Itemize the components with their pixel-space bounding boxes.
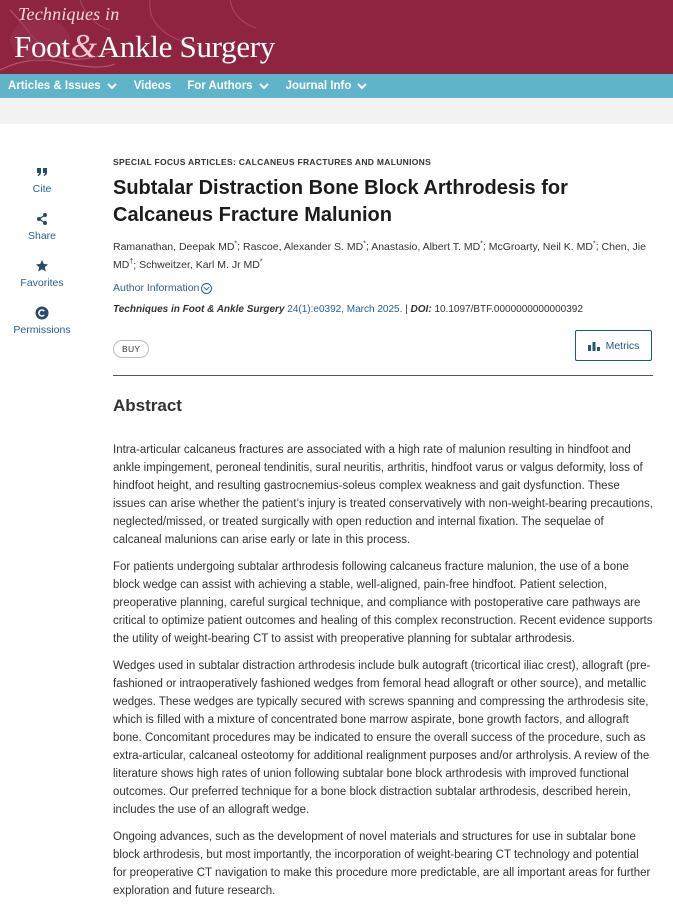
- chevron-down-icon: [201, 283, 212, 294]
- permissions-button[interactable]: [0, 306, 84, 336]
- abstract-paragraph: Intra-articular calcaneus fractures are associated with a high rate of malunion resulting in hindfoot and ankle impingement, peroneal tendinitis, sural neuritis, arthritis, hindfoot varus or valgus deformity, loss of hindfoot height, and resulting gastrocnemius-soleus complex weakness and gait dysfunction. These issues can arise whether the patient’s injury is treated conservatively with non-weight-bearing precautions, neglected/missed, or treated surgically with open reduction and internal fixation. The sequelae of calcaneal malunions can arise early or late in this process.: [113, 444, 653, 546]
- share-label: Share: [27, 230, 57, 242]
- abstract-paragraph: Wedges used in subtalar distraction arthrodesis include bulk autograft (tricortical iliac crest), allograft (pre-fashioned or intraoperatively fashioned wedges from femoral head allograft or other source), and metallic wedges. These wedges are typically secured with screws spanning and compressing the arthrodesis site, which is filled with a mixture of concentrated bone marrow aspirate, bone growth factors, and allograft bone. Concomitant procedures may be indicated to ensure the overall success of the procedure, such as extra-articular, calcaneal osteotomy for additional realignment purposes and/or arthrolysis. A review of the literature shows high rates of union following subtalar bone block arthrodesis with improved functional outcomes. Our preferred technique for a bone block distraction subtalar arthrodesis, described herein, includes the use of an allograft wedge.: [113, 660, 651, 816]
- author-separator: ;: [595, 240, 602, 253]
- author-name[interactable]: Chen, Jie MD†: [113, 240, 646, 271]
- journal-masthead[interactable]: [0, 0, 673, 74]
- star-icon: [35, 259, 49, 273]
- abstract-heading: Abstract: [113, 396, 182, 415]
- metrics-label: Metrics: [605, 339, 640, 352]
- metrics-button[interactable]: [575, 330, 652, 361]
- chevron-down-icon: [258, 80, 270, 92]
- quote-icon: [35, 165, 49, 179]
- buy-button[interactable]: BUY: [113, 340, 149, 358]
- author-information-toggle[interactable]: [113, 282, 653, 294]
- divider: [113, 375, 653, 376]
- author-affiliation-mark: †: [129, 258, 134, 266]
- nav-videos[interactable]: [134, 80, 172, 92]
- author-separator: ;: [482, 240, 489, 253]
- abstract-paragraph: For patients undergoing subtalar arthrodesis following calcaneus fracture malunion, the use of a bone block wedge can assist with achieving a stable, well-aligned, pain-free hindfoot. Patient selection, preoperative planning, careful surgical technique, and compliance with postoperative care pathways are critical to optimize patient outcomes and healing of this complex reconstruction. Recent evidence supports the utility of weight-bearing CT to assist with preoperative planning for subtalar arthrodesis.: [113, 561, 653, 645]
- nav-journal-info[interactable]: [286, 80, 369, 92]
- nav-label: For Authors: [187, 80, 253, 92]
- nav-label: Journal Info: [285, 80, 352, 92]
- author-name[interactable]: Anastasio, Albert T. MD*: [371, 240, 483, 253]
- nav-label: Videos: [133, 80, 172, 92]
- author-affiliation-mark: *: [480, 240, 483, 247]
- author-name[interactable]: Ramanathan, Deepak MD*: [113, 240, 238, 253]
- main-nav: [0, 74, 673, 98]
- action-row: [113, 325, 653, 365]
- doi-label: DOI:: [410, 304, 432, 315]
- article-content: [113, 157, 653, 909]
- nav-label: Articles & Issues: [8, 80, 101, 92]
- article-section-label[interactable]: SPECIAL FOCUS ARTICLES: CALCANEUS FRACTURES AND MALUNIONS: [113, 157, 432, 167]
- author-name[interactable]: McGroarty, Neil K. MD*: [488, 240, 596, 253]
- author-affiliation-mark: *: [363, 240, 366, 247]
- nav-articles-issues[interactable]: [8, 80, 118, 92]
- citation-issue-link[interactable]: 24(1):e0392, March 2025.: [287, 304, 403, 315]
- author-separator: ;: [133, 259, 140, 271]
- cite-button[interactable]: [0, 165, 84, 195]
- journal-title-part2: Ankle Surgery: [97, 29, 276, 64]
- author-separator: ;: [237, 240, 243, 253]
- article-tools-sidebar: [0, 165, 84, 353]
- favorites-button[interactable]: [0, 259, 84, 289]
- citation-separator: |: [405, 304, 411, 315]
- doi-value[interactable]: 10.1097/BTF.0000000000000392: [434, 304, 583, 315]
- chevron-down-icon: [356, 80, 368, 92]
- nav-for-authors[interactable]: [187, 80, 269, 92]
- author-name[interactable]: Rascoe, Alexander S. MD*: [242, 240, 366, 253]
- bar-chart-icon: [588, 341, 600, 351]
- author-separator: ;: [365, 240, 372, 253]
- citation-journal: Techniques in Foot & Ankle Surgery: [113, 304, 285, 315]
- author-affiliation-mark: *: [592, 240, 596, 247]
- abstract-paragraph: Ongoing advances, such as the development of novel materials and structures for use in subtalar bone block arthrodesis, but most importantly, the incorporation of weight-bearing CT technology and potential for preoperative CT navigation to make this procedure more predictable, are all important areas for further exploration and future research.: [113, 831, 651, 897]
- journal-subtitle: Techniques in: [18, 4, 120, 24]
- permissions-label: Permissions: [13, 324, 71, 336]
- author-affiliation-mark: *: [259, 258, 263, 266]
- share-icon: [35, 212, 49, 226]
- share-button[interactable]: [0, 212, 84, 242]
- favorites-label: Favorites: [20, 277, 64, 289]
- copyright-icon: [35, 306, 49, 320]
- cite-label: Cite: [32, 183, 52, 195]
- ad-band: [0, 98, 673, 124]
- author-information-label: Author Information: [113, 282, 200, 294]
- abstract-body: [113, 441, 653, 900]
- article-title: Subtalar Distraction Bone Block Arthrodesis for Calcaneus Fracture Malunion: [113, 177, 568, 226]
- chevron-down-icon: [106, 80, 118, 92]
- journal-title-part1: Foot: [14, 29, 70, 64]
- journal-title: [14, 28, 275, 66]
- author-name[interactable]: Schweitzer, Karl M. Jr MD*: [139, 258, 263, 271]
- author-affiliation-mark: *: [234, 240, 238, 247]
- author-list: [113, 236, 653, 273]
- citation-line: [113, 304, 653, 315]
- journal-ampersand: &: [70, 28, 97, 65]
